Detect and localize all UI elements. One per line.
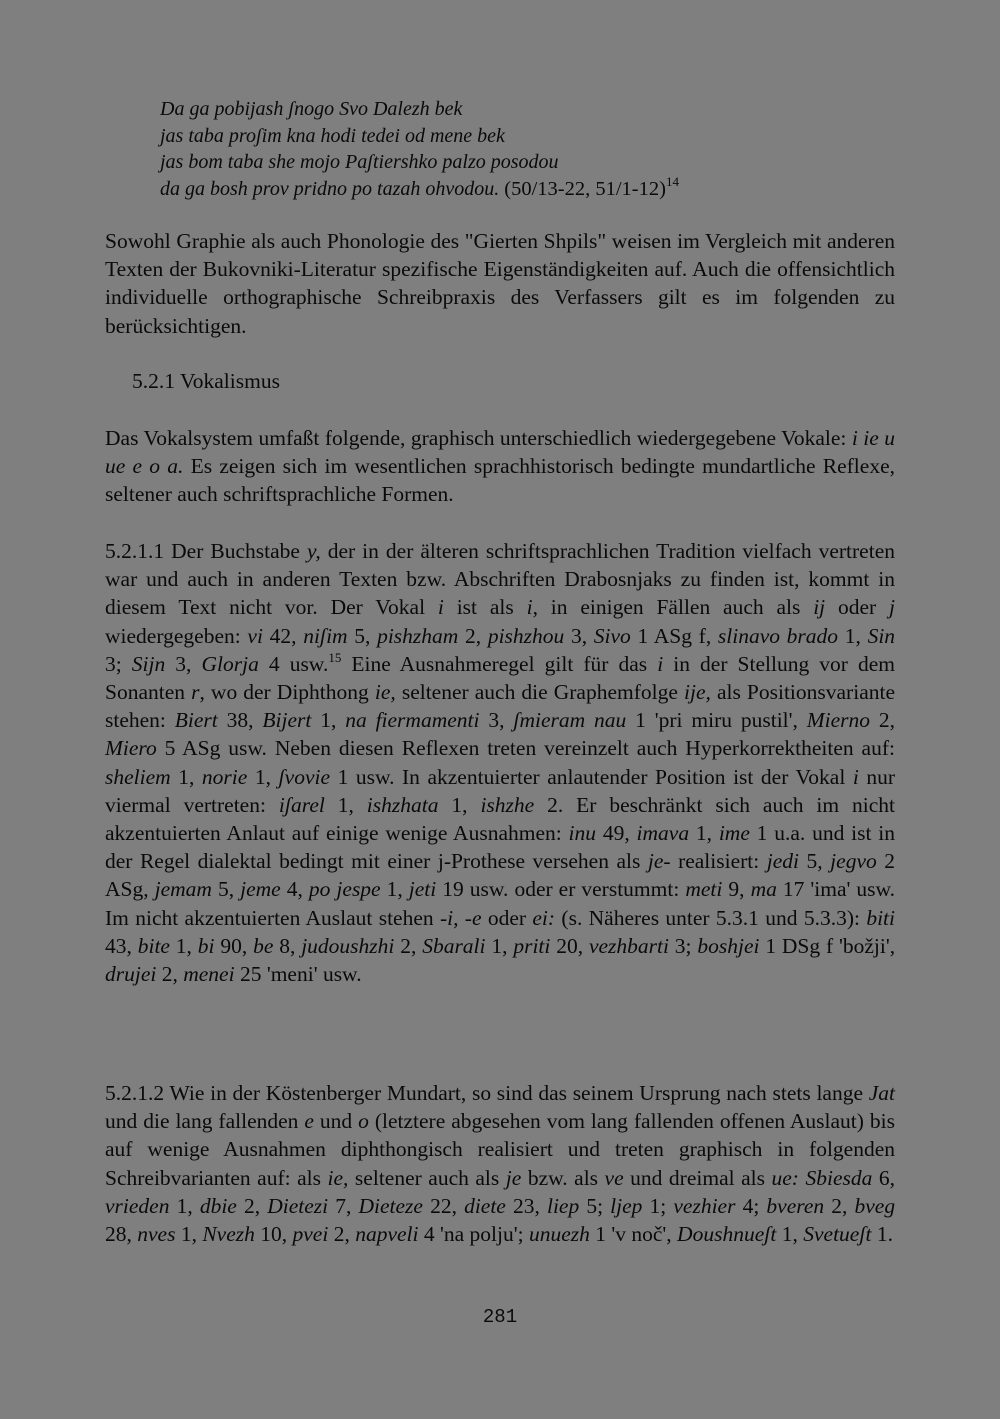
italic-term: diete: [464, 1193, 506, 1218]
verse-line-last: [160, 173, 679, 203]
paragraph-text: 9,: [722, 877, 751, 902]
italic-term: be: [253, 933, 274, 958]
paragraph-text: 2,: [394, 933, 423, 958]
italic-term: meti: [685, 877, 723, 902]
paragraph-text: wiedergegeben:: [105, 623, 248, 648]
paragraph-text: 25 'meni' usw.: [234, 962, 362, 987]
italic-term: nves: [137, 1222, 176, 1247]
italic-term: Miero: [105, 736, 157, 761]
paragraph-text: 1,: [324, 792, 367, 817]
italic-term: po jespe: [308, 877, 381, 902]
italic-term: bveren: [766, 1193, 825, 1218]
paragraph-text: und dreimal als: [623, 1165, 772, 1190]
paragraph-text: 23,: [505, 1193, 547, 1218]
italic-term: bi: [197, 933, 215, 958]
italic-term: -i, -e: [439, 905, 482, 930]
paragraph-text: 2 ASg,: [105, 849, 895, 902]
paragraph-text: 1.: [871, 1222, 893, 1247]
section-heading-vokalismus: 5.2.1 Vokalismus: [132, 369, 280, 393]
paragraph-text: 2,: [156, 962, 184, 987]
italic-term: vrieden: [105, 1193, 170, 1218]
italic-term: ljep: [610, 1193, 643, 1218]
paragraph-text: 2,: [328, 1222, 356, 1247]
italic-term: Bijert: [262, 708, 312, 733]
italic-term: drujei: [105, 962, 157, 987]
paragraph-text: 5.2.1.2 Wie in der Köstenberger Mundart, so sind das seinem Ursprung nach stets lange: [105, 1081, 869, 1105]
italic-term: jeme: [240, 877, 281, 902]
verse-line: Da ga pobijash ʃnogo Svo Dalezh bek: [160, 98, 463, 120]
italic-term: jegvo: [830, 849, 877, 874]
paragraph-text: 90,: [214, 933, 254, 958]
italic-term: pvei: [292, 1222, 329, 1247]
paragraph-text: 7,: [328, 1193, 359, 1218]
paragraph-text: 1,: [838, 623, 868, 648]
italic-term: ij: [813, 595, 826, 620]
paragraph-buchstabe-y: [105, 537, 895, 988]
italic-term: Nvezh: [202, 1222, 255, 1247]
italic-term: Sbiesda: [805, 1165, 873, 1190]
paragraph-text: und die lang fallenden: [105, 1109, 305, 1134]
paragraph-text: 1;: [642, 1193, 674, 1218]
paragraph-text: 5,: [347, 623, 378, 648]
italic-term: ei:: [532, 905, 556, 930]
italic-term: e: [304, 1109, 314, 1134]
paragraph-text: 1,: [689, 821, 719, 846]
paragraph-text: 3,: [479, 708, 514, 733]
italic-term: ma: [750, 877, 777, 902]
italic-term: i: [657, 651, 664, 676]
italic-term: pishzham: [377, 623, 459, 648]
italic-term: ʃmieram nau: [513, 708, 627, 733]
italic-term: Jat: [868, 1081, 895, 1105]
italic-term: je: [505, 1165, 522, 1190]
italic-term: boshjei: [697, 933, 760, 958]
paragraph-text: 42,: [262, 623, 304, 648]
italic-term: vi: [247, 623, 263, 648]
paragraph-text: 3;: [668, 933, 698, 958]
paragraph-text: 4 usw.: [258, 651, 329, 676]
italic-term: je-: [647, 849, 671, 874]
italic-term: ie,: [374, 680, 396, 705]
italic-term: ishzhe: [480, 792, 535, 817]
paragraph-text: der in der älteren schriftsprachlichen Tradition vielfach vertreten war und auch in anderen Texten bzw. Abschriften Drabosnjaks zu finden ist, kommt in diesem Text nicht vor. Der Vokal: [105, 539, 895, 620]
italic-term: Mierno: [806, 708, 871, 733]
paragraph-text: oder: [825, 595, 890, 620]
paragraph-text: 10,: [254, 1222, 293, 1247]
italic-term: jeti: [408, 877, 437, 902]
paragraph-text: 1,: [485, 933, 514, 958]
italic-term: Sin: [867, 623, 896, 648]
italic-term: pishzhou: [487, 623, 565, 648]
paragraph-text: Eine Ausnahmeregel gilt für das: [341, 651, 658, 676]
paragraph-text: 6,: [872, 1165, 895, 1190]
paragraph-text: 17 'ima' usw. Im nicht akzentuierten Auslaut stehen: [105, 877, 896, 930]
italic-term: Biert: [174, 708, 218, 733]
verse-reference: (50/13-22, 51/1-12): [504, 177, 666, 200]
paragraph-text: 5 ASg usw. Neben diesen Reflexen treten vereinzelt auch Hyperkorrektheiten auf:: [156, 736, 895, 761]
paragraph-text: 2,: [236, 1193, 268, 1218]
paragraph-text: 2,: [870, 708, 896, 733]
paragraph-text: 1 DSg f 'božji',: [759, 933, 896, 958]
verse-quotation: [160, 96, 679, 202]
italic-term: Sbarali: [422, 933, 486, 958]
paragraph-text: 2,: [458, 623, 488, 648]
italic-term: sheliem: [105, 764, 171, 789]
paragraph-text: 1,: [776, 1222, 804, 1247]
italic-term: ue:: [771, 1165, 799, 1190]
paragraph-text: 4 'na polju';: [418, 1222, 529, 1247]
italic-term: Glorja: [201, 651, 259, 676]
paragraph-text: bzw. als: [521, 1165, 605, 1190]
verse-line: jas taba proʃim kna hodi tedei od mene bek: [160, 124, 505, 147]
italic-term: ime: [718, 821, 750, 846]
italic-term: y,: [306, 539, 321, 563]
italic-term: ie,: [327, 1165, 349, 1190]
italic-term: vezhier: [673, 1193, 736, 1218]
paragraph-text: in der Stellung vor dem Sonanten: [105, 651, 895, 705]
paragraph-text: 1,: [380, 877, 409, 902]
italic-term: inu: [568, 821, 597, 846]
italic-term: ishzhata: [366, 792, 439, 817]
paragraph-text: 5,: [211, 877, 241, 902]
paragraph-text: 5.2.1.1 Der Buchstabe: [105, 539, 307, 563]
italic-term: i: [852, 764, 859, 789]
italic-term: biti: [866, 905, 895, 930]
paragraph-text: als Positionsvariante stehen:: [105, 680, 895, 733]
italic-term: liep: [546, 1193, 580, 1218]
paragraph-text: 1 'v noč',: [589, 1222, 678, 1247]
verse-line: jas bom taba she mojo Paʃtiershko palzo posodou: [160, 151, 559, 173]
paragraph-text: 1,: [311, 708, 346, 733]
italic-term: vezhbarti: [588, 933, 669, 958]
italic-term: judoushzhi: [301, 933, 395, 958]
italic-term: i: [437, 595, 444, 620]
page-number: 281: [482, 1306, 518, 1328]
paragraph-text: (letztere abgesehen vom lang fallenden offenen Auslaut) bis auf wenige Ausnahmen diphthongisch realisiert und treten graphisch in folgenden Schreibvarianten auf: als: [105, 1109, 895, 1190]
paragraph-graphie: Sowohl Graphie als auch Phonologie des "Gierten Shpils" weisen im Vergleich mit anderen Texten der Bukovniki-Literatur spezifische Eigenständigkeiten auf. Auch die offensichtlich individuelle orthographische Schreibpraxis des Verfassers gilt es im folgenden zu berücksichtigen.: [105, 229, 895, 338]
paragraph-text: 1 ASg f,: [630, 623, 718, 648]
footnote-mark: 14: [665, 173, 679, 189]
italic-term: niʃim: [303, 623, 348, 648]
italic-term: slinavo brado: [717, 623, 839, 648]
paragraph-vokalsystem: [105, 424, 895, 509]
footnote-mark: 15: [328, 649, 342, 665]
italic-term: Sijn: [131, 651, 166, 676]
paragraph-text: 1,: [438, 792, 481, 817]
paragraph-text: 8,: [273, 933, 302, 958]
paragraph-text: seltener auch die Graphemfolge: [395, 680, 684, 705]
italic-term: ije,: [684, 680, 711, 705]
paragraph-text: 1,: [169, 1193, 200, 1218]
italic-term: dbie: [199, 1193, 237, 1218]
paragraph-text: 49,: [596, 821, 637, 846]
paragraph-text: 4,: [280, 877, 309, 902]
paragraph-text: 19 usw. oder er verstummt:: [436, 877, 686, 902]
paragraph-text: 20,: [550, 933, 589, 958]
italic-term: Dieteze: [358, 1193, 423, 1218]
italic-term: bveg: [854, 1193, 896, 1218]
italic-term: Sivo: [593, 623, 631, 648]
paragraph-text: 3;: [105, 651, 132, 676]
italic-term: bite: [137, 933, 170, 958]
paragraph-jat-diphthong: [105, 1079, 895, 1248]
paragraph-text: Es zeigen sich im wesentlichen sprachhistorisch bedingte mundartliche Reflexe, seltener auch schriftsprachliche Formen.: [105, 454, 895, 507]
paragraph-text: (s. Näheres unter 5.3.1 und 5.3.3):: [555, 905, 867, 930]
paragraph-text: nur viermal vertreten:: [105, 764, 896, 817]
italic-term: jemam: [154, 877, 212, 902]
vowel-list: i ie u ue e o a.: [105, 426, 895, 479]
paragraph-text: 2,: [824, 1193, 855, 1218]
italic-term: jedi: [766, 849, 800, 874]
paragraph-text: , in einigen Fällen auch als: [532, 595, 814, 620]
paragraph-text: 1,: [170, 764, 202, 789]
paragraph-text: 1,: [247, 764, 279, 789]
italic-term: ve: [604, 1165, 624, 1190]
italic-term: Dietezi: [267, 1193, 329, 1218]
paragraph-text: 43,: [105, 933, 138, 958]
paragraph-text: 5;: [579, 1193, 611, 1218]
verse-line-text: da ga bosh prov pridno po tazah ohvodou.: [160, 177, 500, 200]
paragraph-text: 1 usw. In akzentuierter anlautender Position ist der Vokal: [330, 764, 853, 789]
italic-term: r: [191, 680, 200, 705]
paragraph-text: seltener auch als: [348, 1165, 506, 1190]
paragraph-text: 28,: [105, 1222, 138, 1247]
paragraph-text: und: [313, 1109, 359, 1134]
italic-term: Doushnueʃt: [677, 1222, 777, 1247]
italic-term: j: [889, 595, 896, 620]
paragraph-text: 3,: [165, 651, 202, 676]
italic-term: na fiermamenti: [345, 708, 480, 733]
paragraph-text: 1,: [169, 933, 198, 958]
italic-term: i: [526, 595, 533, 620]
italic-term: norie: [201, 764, 248, 789]
italic-term: unuezh: [528, 1222, 590, 1247]
paragraph-text: 1 'pri miru pustil',: [626, 708, 807, 733]
italic-term: napveli: [355, 1222, 419, 1247]
italic-term: ʃvovie: [278, 764, 331, 789]
italic-term: menei: [183, 962, 235, 987]
paragraph-text: 4;: [735, 1193, 767, 1218]
paragraph-text: 5,: [799, 849, 831, 874]
paragraph-text: oder: [481, 905, 533, 930]
italic-term: iʃarel: [278, 792, 325, 817]
italic-term: priti: [513, 933, 551, 958]
italic-term: o: [358, 1109, 369, 1134]
paragraph-text: 3,: [564, 623, 594, 648]
italic-term: imava: [636, 821, 690, 846]
paragraph-text: , wo der Diphthong: [199, 680, 375, 705]
italic-term: Svetueʃt: [803, 1222, 872, 1247]
paragraph-text: ist als: [443, 595, 527, 620]
paragraph-text: 2. Er beschränkt sich auch im nicht akzentuierten Anlaut auf einige wenige Ausnahmen:: [105, 792, 896, 846]
paragraph-text: 38,: [217, 708, 263, 733]
paragraph-text: 1,: [175, 1222, 203, 1247]
paragraph-text: 22,: [422, 1193, 465, 1218]
paragraph-text: 1 u.a. und ist in der Regel dialektal bedingt mit einer j-Prothese versehen als: [105, 821, 896, 874]
paragraph-text: realisiert:: [670, 849, 767, 874]
paragraph-text: Das Vokalsystem umfaßt folgende, graphisch unterschiedlich wiedergegebene Vokale:: [105, 426, 852, 450]
